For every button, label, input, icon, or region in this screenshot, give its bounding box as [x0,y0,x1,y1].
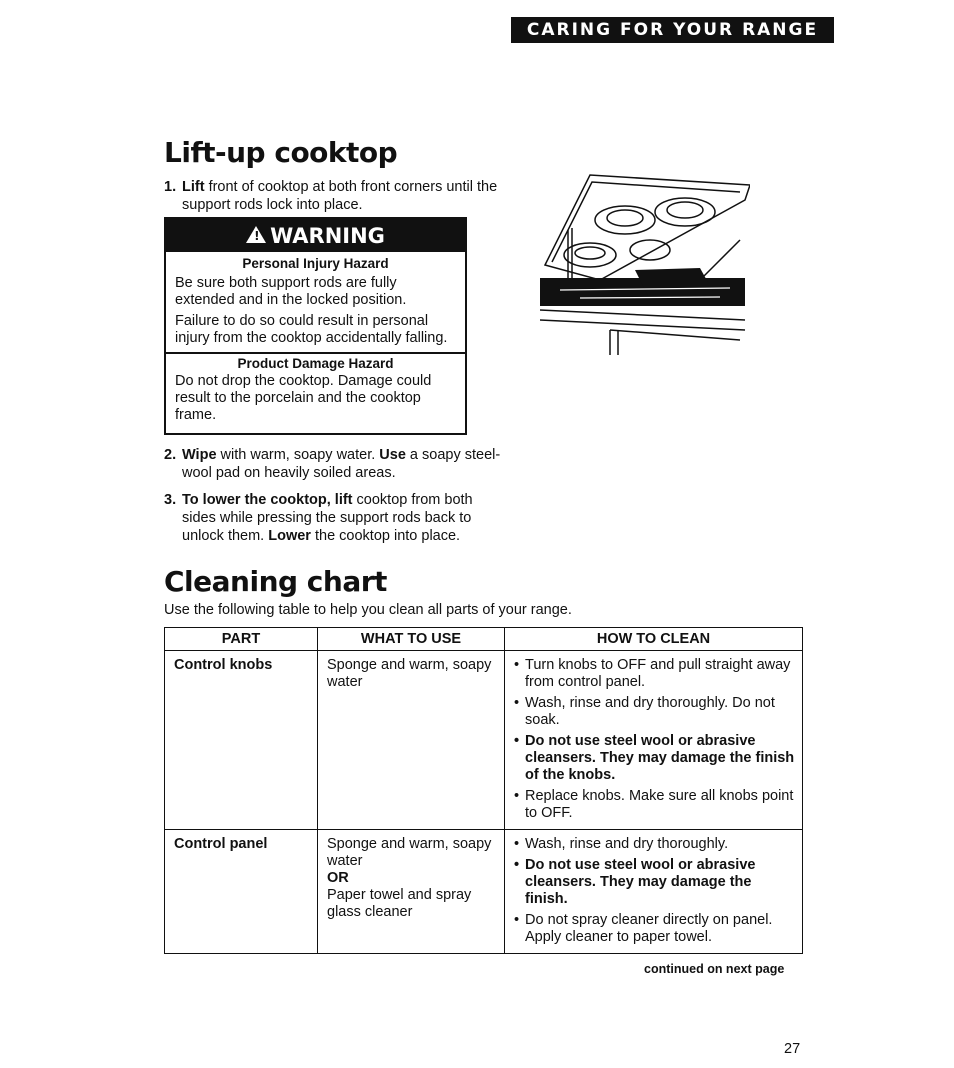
chart-intro: Use the following table to help you clean all parts of your range. [164,602,572,618]
warning-box [164,217,467,435]
step-number: 3. [164,492,177,508]
column-header: HOW TO CLEAN [505,628,803,651]
step-bold: Wipe [182,447,217,463]
use-cell [318,651,505,830]
step-2 [164,446,504,482]
warning-heading: WARNING [270,223,385,248]
step-number: 1. [164,179,177,195]
how-cell [505,830,803,954]
step-rest: the cooktop into place. [310,528,461,544]
warning-header [166,219,465,252]
step-bold: Use [379,447,406,463]
step-rest: cooktop from both sides while pressing the support rods back to unlock them. [182,492,473,544]
column-header: PART [165,628,318,651]
warning-text: Do not drop the cooktop. Damage could result to the porcelain and the cooktop frame. [175,373,432,423]
step-rest: a soapy steel-wool pad on heavily soiled areas. [182,447,501,481]
how-item: • Do not spray cleaner directly on panel. Apply cleaner to paper towel. [514,912,796,946]
step-1 [164,178,504,214]
section-header: CARING FOR YOUR RANGE [511,17,834,43]
step-bold: To lower the cooktop, lift [182,492,353,508]
warning-subheading-damage: Product Damage Hazard [237,356,394,371]
step-rest: with warm, soapy water. [216,447,380,463]
step-rest: front of cooktop at both front corners until the support rods lock into place. [182,179,498,213]
how-list [514,836,796,946]
how-item: • Wash, rinse and dry thoroughly. Do not soak. [514,695,796,729]
how-list [514,657,796,822]
how-item-warning: • Do not use steel wool or abrasive cleansers. They may damage the finish. [514,857,796,908]
page-number: 27 [784,1041,801,1057]
warning-subheading-injury: Personal Injury Hazard [242,256,389,271]
part-cell: Control panel [165,830,318,954]
use-text: Sponge and warm, soapy water [327,657,492,690]
use-text: Sponge and warm, soapy water [327,836,492,869]
step-text [182,446,504,482]
step-bold: Lift [182,179,205,195]
use-text: Paper towel and spray glass cleaner [327,887,472,920]
cooktop-lift-illustration [540,170,750,360]
column-header: WHAT TO USE [318,628,505,651]
how-item: • Turn knobs to OFF and pull straight away from control panel. [514,657,796,691]
table-row [165,830,803,954]
step-text [182,178,504,214]
step-text [182,491,509,545]
page-title-cleaning: Cleaning chart [164,565,387,598]
use-cell [318,830,505,954]
warning-triangle-icon [246,226,266,243]
table-row [165,651,803,830]
how-item: • Replace knobs. Make sure all knobs point to OFF. [514,788,796,822]
cleaning-table [164,627,803,954]
use-or: OR [327,870,349,886]
warning-text: Be sure both support rods are fully extended and in the locked position. [175,275,407,308]
step-3 [164,491,509,545]
step-bold: Lower [268,528,311,544]
part-cell: Control knobs [165,651,318,830]
step-number: 2. [164,447,177,463]
how-cell [505,651,803,830]
warning-text: Failure to do so could result in personal injury from the cooktop accidentally falling. [175,313,448,346]
how-item-warning: • Do not use steel wool or abrasive cleansers. They may damage the finish of the knobs. [514,733,796,784]
warning-divider [166,352,465,354]
how-item: • Wash, rinse and dry thoroughly. [514,836,796,853]
page-title-liftup: Lift-up cooktop [164,136,398,169]
table-header-row [165,628,803,651]
continued-note: continued on next page [644,962,785,976]
